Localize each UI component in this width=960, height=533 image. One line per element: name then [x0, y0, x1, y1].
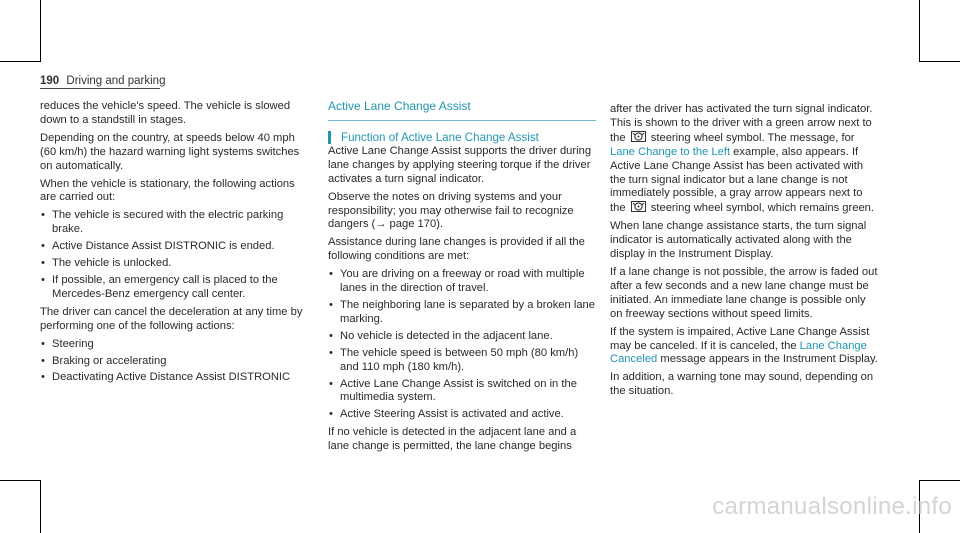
list-item: • The vehicle is secured with the electric parking brake. — [40, 209, 310, 237]
column-2 — [328, 100, 596, 458]
text: message appears in the Instrument Display. — [660, 353, 878, 366]
text: steering wheel symbol. The message, for — [650, 131, 855, 144]
text: Observe the notes on driving systems and your responsibility; you may otherwise fail to recognize dangers ( — [328, 190, 574, 231]
section-name: Driving and parking — [66, 75, 166, 87]
paragraph: When the vehicle is stationary, the following actions are carried out: — [40, 177, 295, 204]
paragraph: When lane change assistance starts, the turn signal indicator is automatically activated along with the display in the Instrument Display. — [610, 220, 867, 261]
paragraph: If no vehicle is detected in the adjacent lane and a lane change is permitted, the lane change begins — [328, 426, 577, 453]
paragraph: Depending on the country, at speeds below 40 mph (60 km/h) the hazard warning light systems switches on automatically. — [40, 131, 300, 172]
list-item: • Steering — [40, 338, 310, 352]
list-item: • Active Lane Change Assist is switched on in the multimedia system. — [328, 378, 596, 406]
header-rule — [40, 88, 160, 89]
paragraph: Assistance during lane changes is provided if all the following conditions are met: — [328, 236, 585, 263]
list-item: • Active Steering Assist is activated and active. — [328, 408, 596, 422]
text: If the system is impaired, Active Lane Change Assist may be canceled. If it is canceled, the — [610, 325, 870, 352]
page-header — [40, 75, 165, 87]
display-message: Lane Change Canceled — [610, 339, 867, 366]
list-item: • If possible, an emergency call is placed to the Mercedes-Benz emergency call center. — [40, 274, 310, 302]
column-3 — [610, 103, 880, 403]
text: steering wheel symbol, which remains green. — [650, 202, 875, 215]
steering-wheel-icon — [631, 131, 646, 142]
paragraph: In addition, a warning tone may sound, depending on the situation. — [610, 371, 874, 398]
list-item: • Active Distance Assist DISTRONIC is ended. — [40, 240, 310, 254]
page-number: 190 — [40, 75, 60, 87]
arrow-icon: → — [375, 218, 387, 231]
bullet-list — [40, 209, 310, 301]
list-item: • You are driving on a freeway or road with multiple lanes in the direction of travel. — [328, 268, 596, 296]
list-item: • Deactivating Active Distance Assist DISTRONIC — [40, 371, 310, 385]
paragraph: If a lane change is not possible, the arrow is faded out after a few seconds and a new lane change must be initiated. An immediate lane change is possible only on freeway sections without speed limits. — [610, 265, 878, 320]
section-title: Active Lane Change Assist — [328, 100, 596, 121]
steering-wheel-icon — [631, 201, 646, 212]
list-item: • Braking or accelerating — [40, 355, 310, 369]
paragraph — [328, 191, 596, 233]
paragraph: The driver can cancel the deceleration at any time by performing one of the following actions: — [40, 305, 303, 332]
list-item: • The neighboring lane is separated by a broken lane marking. — [328, 299, 596, 327]
page-reference-link[interactable]: page 170). — [386, 218, 444, 231]
list-item: • The vehicle is unlocked. — [40, 257, 310, 271]
paragraph — [610, 326, 880, 368]
bullet-list — [328, 268, 596, 422]
text: after the driver has activated the turn signal indicator. This is shown to the driver with a green arrow next to the — [610, 103, 873, 144]
watermark: carmanualsonline.info — [712, 493, 952, 520]
paragraph — [610, 103, 880, 216]
subsection-title: Function of Active Lane Change Assist — [328, 131, 596, 144]
text: example, also appears. If Active Lane Change Assist has been activated with the turn signal indicator but a lane change is not immediately possible, a gray arrow appears next to the — [610, 145, 864, 215]
column-1 — [40, 100, 310, 389]
list-item: • The vehicle speed is between 50 mph (80 km/h) and 110 mph (180 km/h). — [328, 347, 596, 375]
paragraph: Active Lane Change Assist supports the driver during lane changes by applying steering torque if the driver activates a turn signal indicator. — [328, 144, 592, 185]
display-message: Lane Change to the Left — [610, 145, 731, 158]
bullet-list — [40, 338, 310, 386]
paragraph: reduces the vehicle's speed. The vehicle is slowed down to a standstill in stages. — [40, 100, 291, 126]
list-item: • No vehicle is detected in the adjacent lane. — [328, 330, 596, 344]
